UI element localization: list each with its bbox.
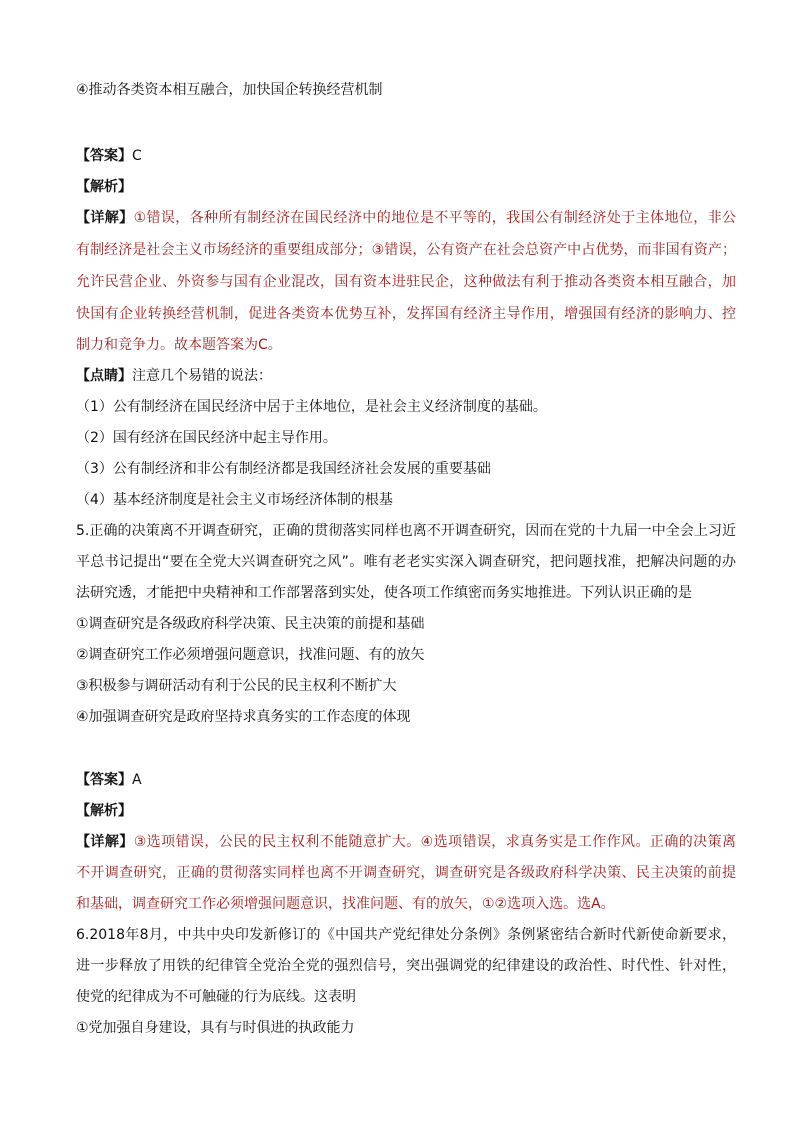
q5-stem-line-2: 平总书记提出“要在全党大兴调查研究之风”。唯有老老实实深入调查研究，把问题找准，把解决问题的办 (76, 554, 736, 570)
q4-detail-line-4: 快国有企业转换经营机制，促进各类资本优势互补，发挥国有经济主导作用，增强国有经济的影响力、控 (76, 306, 736, 322)
q5-item-3: ③积极参与调研活动有利于公民的民主权利不断扩大 (76, 678, 397, 694)
q6-stem-line-2: 进一步释放了用铁的纪律管全党治全党的强烈信号，突出强调党的纪律建设的政治性、时代性、针对性， (76, 958, 736, 974)
q4-answer (76, 146, 736, 166)
q4-dianjing: 【点睛】注意几个易错的说法： (76, 368, 272, 384)
q4-point-1: （1）公有制经济在国民经济中居于主体地位，是社会主义经济制度的基础。 (76, 399, 547, 415)
q6-stem-line-3: 使党的纪律成为不可触碰的行为底线。这表明 (76, 989, 356, 1005)
q5-item-4: ④加强调查研究是政府坚持求真务实的工作态度的体现 (76, 709, 411, 725)
q5-item-2: ②调查研究工作必须增强问题意识，找准问题、有的放矢 (76, 647, 425, 663)
answer-tag: 【答案】 (76, 772, 132, 788)
q4-detail-line-2: 有制经济是社会主义市场经济的重要组成部分；③错误，公有资产在社会总资产中占优势，而非国有资产； (76, 242, 736, 258)
q5-jiexi-tag: 【解析】 (76, 803, 132, 819)
q4-item-4: ④推动各类资本相互融合，加快国企转换经营机制 (76, 82, 383, 98)
q4-detail-line-5: 制力和竞争力。故本题答案为C。 (76, 337, 282, 353)
q5-detail-line-2: 不开调查研究，正确的贯彻落实同样也离不开调查研究，调查研究是各级政府科学决策、民主决策的前提 (76, 865, 736, 881)
q4-detail-line-1: 【详解】①错误，各种所有制经济在国民经济中的地位是不平等的，我国公有制经济处于主体地位，非公 (76, 210, 736, 226)
answer-value: A (132, 772, 142, 788)
q5-item-1: ①调查研究是各级政府科学决策、民主决策的前提和基础 (76, 616, 425, 632)
q4-detail-line-3: 允许民营企业、外资参与国有企业混改，国有资本进驻民企，这种做法有利于推动各类资本相互融合，加 (76, 274, 736, 290)
q4-point-4: （4）基本经济制度是社会主义市场经济体制的根基 (76, 492, 393, 508)
q6-item-1: ①党加强自身建设，具有与时俱进的执政能力 (76, 1020, 355, 1036)
dianjing-tag: 【点睛】 (76, 368, 132, 384)
q5-stem-line-1: 5.正确的决策离不开调查研究，正确的贯彻落实同样也离不开调查研究，因而在党的十九届一中全会上习近 (76, 523, 736, 539)
q5-detail-line-1: 【详解】③选项错误，公民的民主权利不能随意扩大。④选项错误，求真务实是工作作风。正确的决策离 (76, 834, 736, 850)
q4-point-3: （3）公有制经济和非公有制经济都是我国经济社会发展的重要基础 (76, 461, 491, 477)
detail-tag: 【详解】 (76, 210, 134, 226)
answer-tag: 【答案】 (76, 148, 132, 164)
q4-jiexi-tag: 【解析】 (76, 179, 132, 195)
q5-answer (76, 770, 736, 790)
answer-value: C (132, 148, 142, 164)
detail-tag: 【详解】 (76, 834, 134, 850)
q4-point-2: （2）国有经济在国民经济中起主导作用。 (76, 430, 337, 446)
q5-stem-line-3: 法研究透，才能把中央精神和工作部署落到实处，使各项工作缜密而务实地推进。下列认识正确的是 (76, 585, 692, 601)
q5-detail-line-3: 和基础，调查研究工作必须增强问题意识，找准问题、有的放矢，①②选项入选。选A。 (76, 896, 615, 912)
q6-stem-line-1: 6.2018年8月，中共中央印发新修订的《中国共产党纪律处分条例》条例紧密结合新时代新使命新要求， (76, 927, 736, 943)
